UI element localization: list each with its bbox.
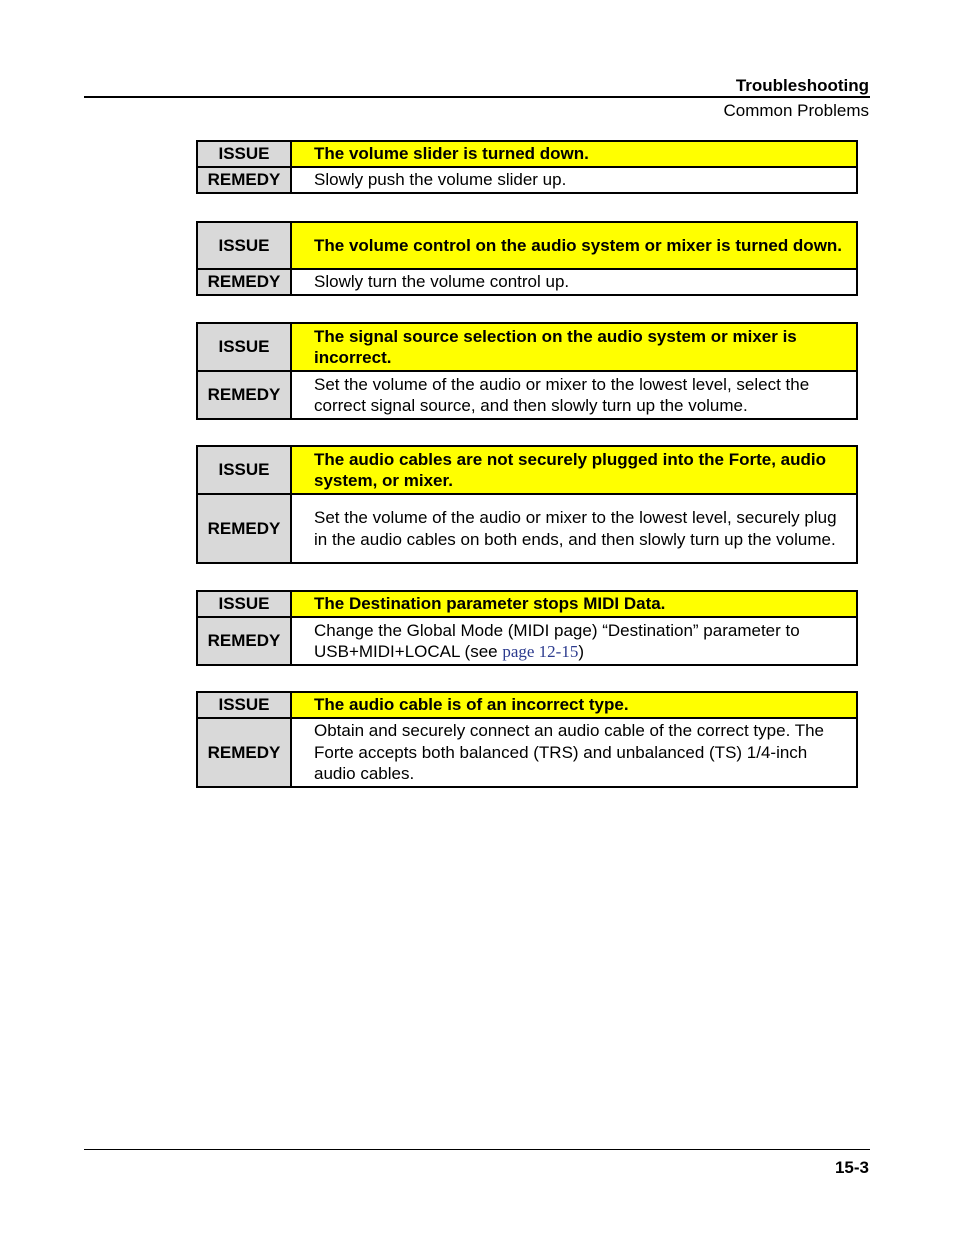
- issue-text: The audio cable is of an incorrect type.: [291, 692, 857, 718]
- remedy-text-end: ): [578, 642, 585, 661]
- remedy-row: [197, 718, 857, 787]
- footer-divider: [84, 1149, 870, 1150]
- remedy-text-start: Change the Global Mode (MIDI page) “Destination” parameter to USB+MIDI+LOCAL (see: [314, 620, 800, 661]
- issue-label: ISSUE: [197, 323, 291, 371]
- problem-table-6: [196, 691, 858, 788]
- remedy-text: Obtain and securely connect an audio cable of the correct type. The Forte accepts both balanced (TRS) and unbalanced (TS) 1/4-inch audio cables.: [291, 718, 857, 787]
- remedy-text: Slowly push the volume slider up.: [291, 167, 857, 193]
- problem-table-4: [196, 445, 858, 564]
- problem-table-3: [196, 322, 858, 420]
- issue-text: The signal source selection on the audio system or mixer is incorrect.: [291, 323, 857, 371]
- issue-row: [197, 222, 857, 269]
- problem-table-1: [196, 140, 858, 194]
- issue-text: The Destination parameter stops MIDI Data.: [291, 591, 857, 617]
- remedy-label: REMEDY: [197, 371, 291, 419]
- remedy-label: REMEDY: [197, 269, 291, 295]
- issue-label: ISSUE: [197, 446, 291, 494]
- issue-row: [197, 323, 857, 371]
- page-reference-link[interactable]: page 12-15: [502, 642, 579, 661]
- header-divider: [84, 96, 870, 98]
- issue-row: [197, 591, 857, 617]
- issue-label: ISSUE: [197, 141, 291, 167]
- page-number: 15-3: [834, 1158, 869, 1177]
- remedy-row: [197, 371, 857, 419]
- issue-text: The volume control on the audio system or mixer is turned down.: [291, 222, 857, 269]
- issue-row: [197, 446, 857, 494]
- issue-text: The audio cables are not securely plugged into the Forte, audio system, or mixer.: [291, 446, 857, 494]
- problem-table-5: [196, 590, 858, 666]
- issue-row: [197, 692, 857, 718]
- remedy-label: REMEDY: [197, 167, 291, 193]
- remedy-row: [197, 269, 857, 295]
- issue-label: ISSUE: [197, 222, 291, 269]
- remedy-row: [197, 494, 857, 563]
- remedy-text: Slowly turn the volume control up.: [291, 269, 857, 295]
- remedy-row: [197, 617, 857, 665]
- remedy-label: REMEDY: [197, 617, 291, 665]
- section-subtitle: Common Problems: [723, 101, 869, 120]
- remedy-text: Set the volume of the audio or mixer to the lowest level, select the correct signal source, and then slowly turn up the volume.: [291, 371, 857, 419]
- remedy-row: [197, 167, 857, 193]
- problem-table-2: [196, 221, 858, 296]
- section-title: Troubleshooting: [735, 76, 869, 95]
- remedy-text: [291, 617, 857, 665]
- remedy-label: REMEDY: [197, 494, 291, 563]
- issue-row: [197, 141, 857, 167]
- issue-text: The volume slider is turned down.: [291, 141, 857, 167]
- remedy-text: Set the volume of the audio or mixer to the lowest level, securely plug in the audio cables on both ends, and then slowly turn up the volume.: [291, 494, 857, 563]
- issue-label: ISSUE: [197, 692, 291, 718]
- remedy-label: REMEDY: [197, 718, 291, 787]
- issue-label: ISSUE: [197, 591, 291, 617]
